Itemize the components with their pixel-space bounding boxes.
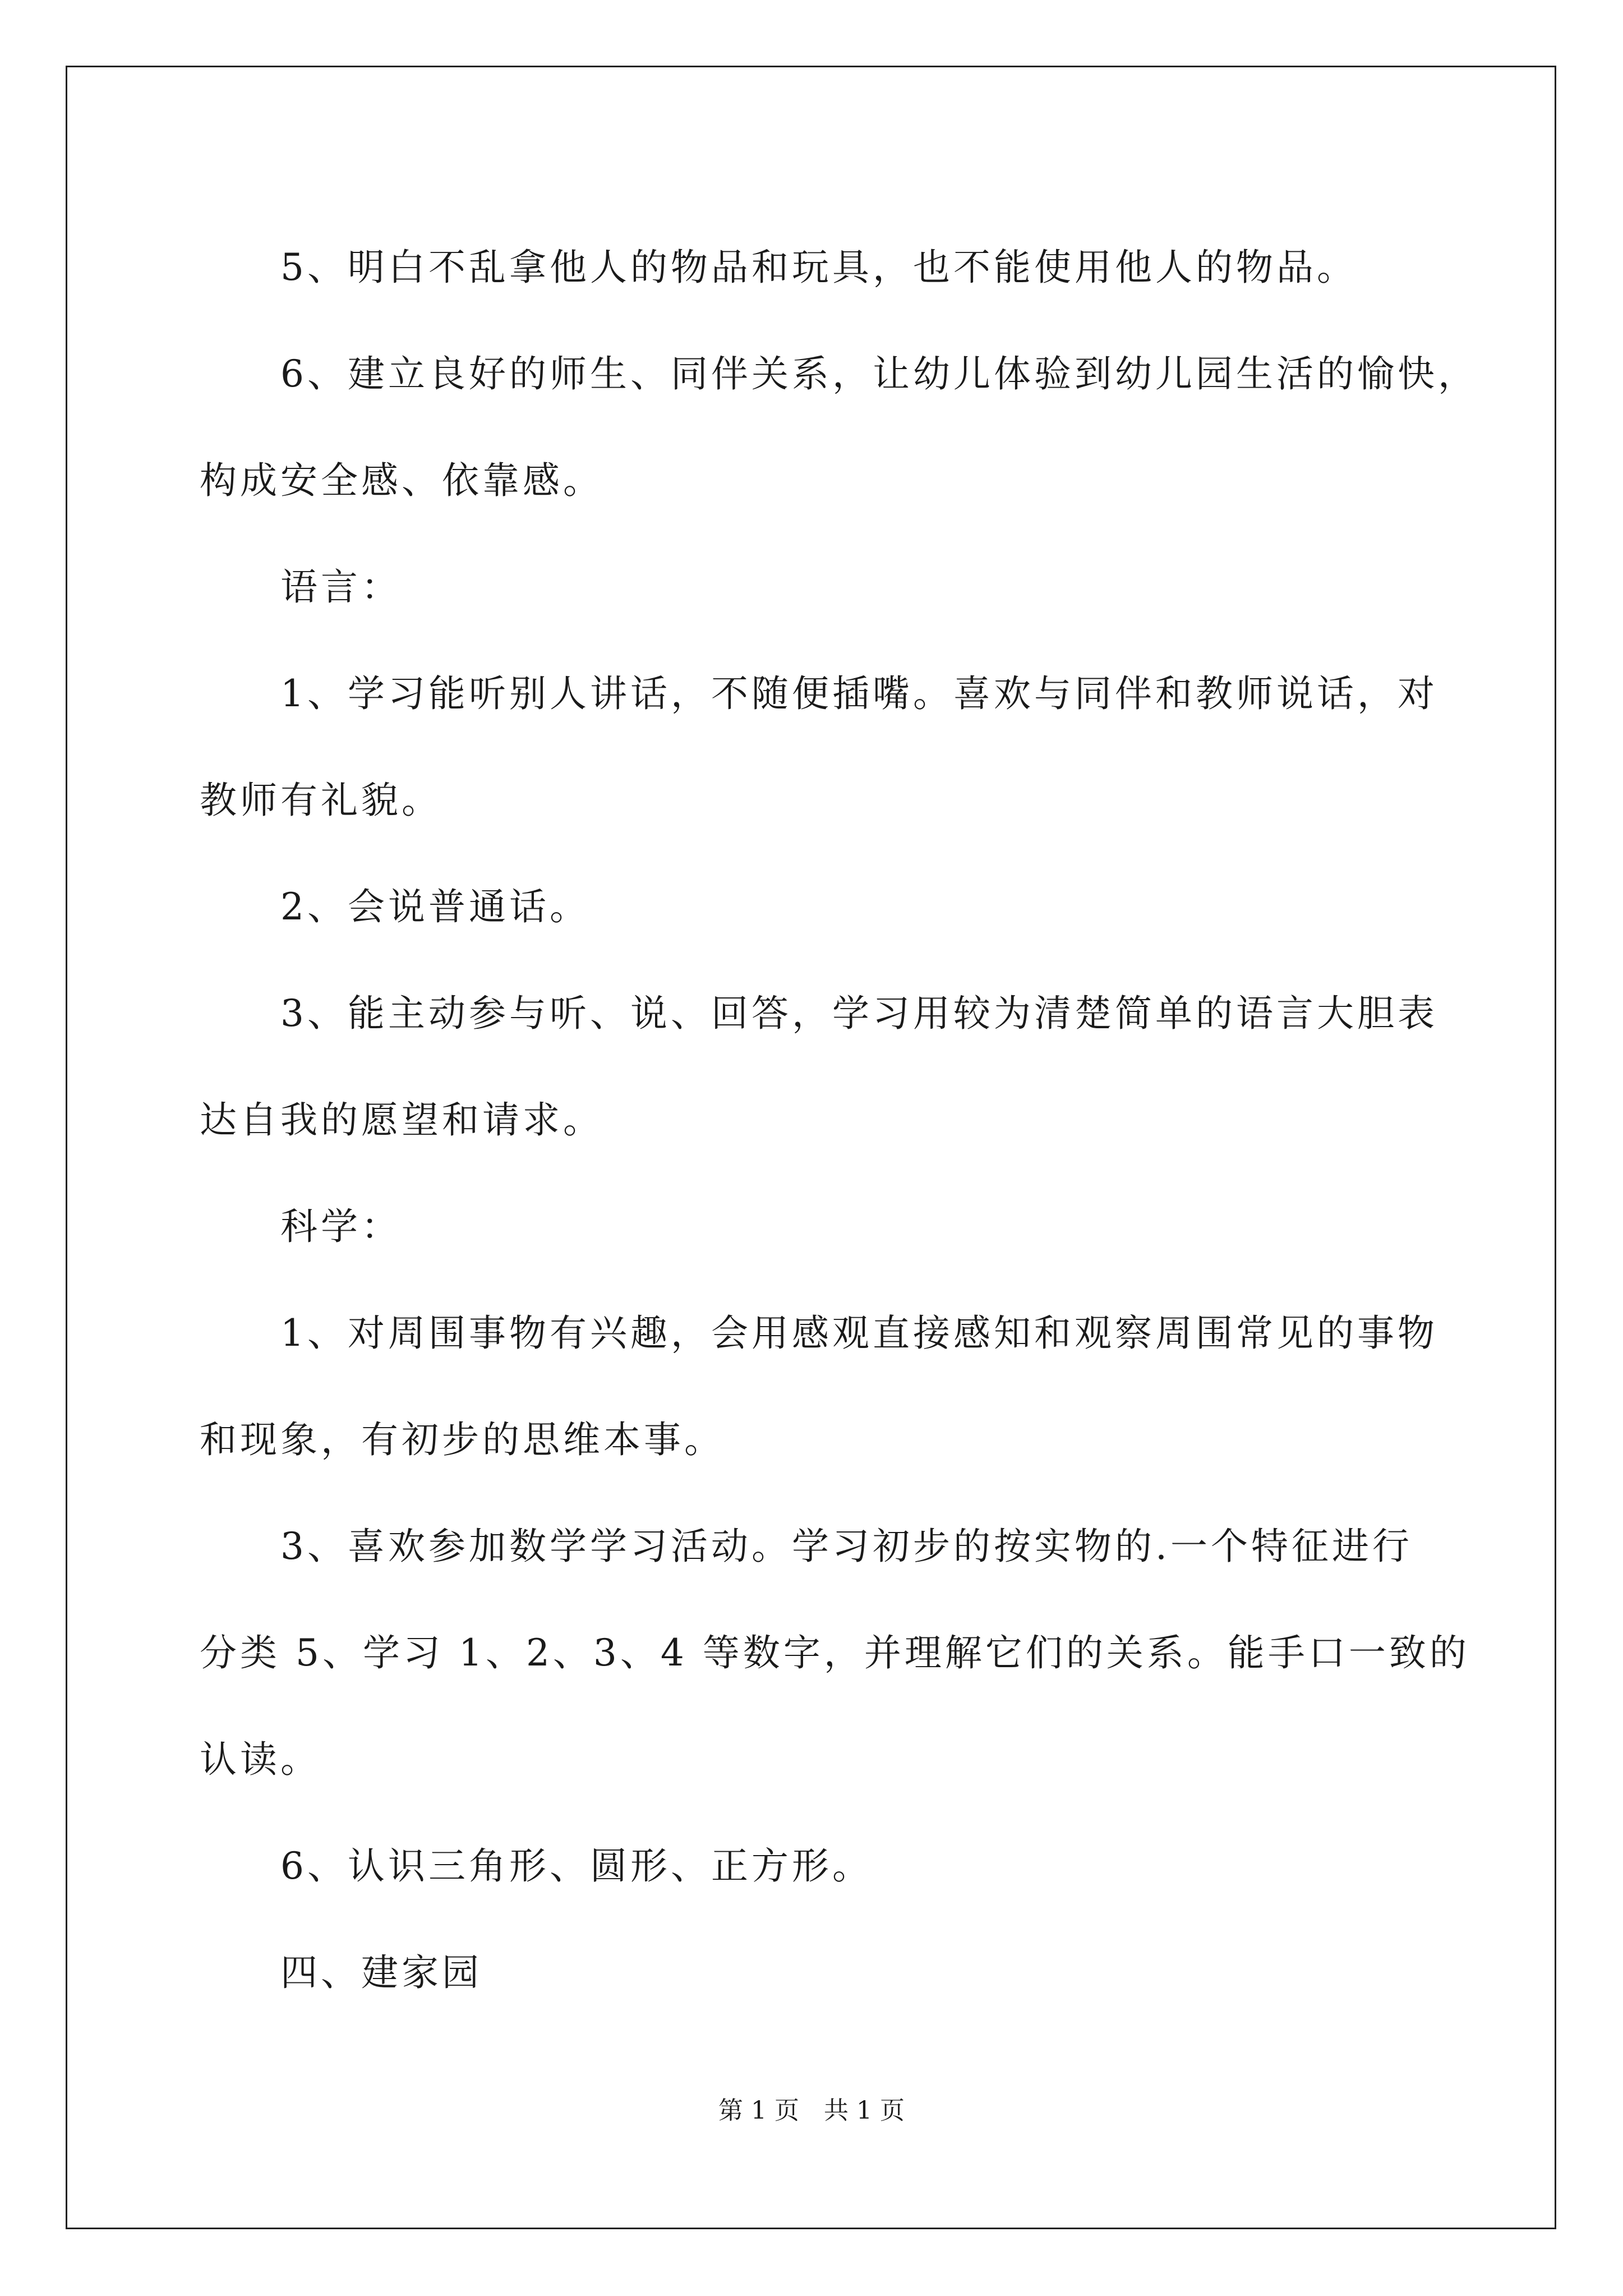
paragraph-line: 5、明白不乱拿他人的物品和玩具，也不能使用他人的物品。 — [280, 246, 1357, 289]
paragraph-line: 分类 5、学习 1、2、3、4 等数字，并理解它们的关系。能手口一致的 — [200, 1631, 1470, 1674]
document-body — [200, 214, 1478, 2026]
paragraph-line: 3、喜欢参加数学学习活动。学习初步的按实物的.一个特征进行 — [280, 1525, 1413, 1568]
paragraph-line: 1、对周围事物有兴趣，会用感观直接感知和观察周围常见的事物 — [280, 1312, 1438, 1355]
section-heading-language: 语言： — [280, 565, 402, 609]
page-total: 共 1 页 — [824, 2096, 905, 2125]
section-heading-science: 科学： — [280, 1205, 402, 1248]
paragraph-line: 6、认识三角形、圆形、正方形。 — [280, 1844, 873, 1888]
paragraph-line: 构成安全感、依靠感。 — [200, 459, 603, 502]
paragraph-line: 和现象，有初步的思维本事。 — [200, 1418, 725, 1461]
paragraph-line: 教师有礼貌。 — [200, 779, 442, 822]
paragraph-line: 达自我的愿望和请求。 — [200, 1098, 603, 1142]
page-footer — [0, 2094, 1623, 2128]
paragraph-line: 1、学习能听别人讲话，不随便插嘴。喜欢与同伴和教师说话，对 — [280, 672, 1438, 715]
page-number: 第 1 页 — [718, 2096, 799, 2125]
paragraph-line: 2、会说普通话。 — [280, 885, 590, 928]
section-heading-home: 四、建家园 — [280, 1951, 482, 1994]
paragraph-line: 6、建立良好的师生、同伴关系，让幼儿体验到幼儿园生活的愉快， — [280, 352, 1478, 395]
paragraph-line: 认读。 — [200, 1738, 321, 1781]
paragraph-line: 3、能主动参与听、说、回答，学习用较为清楚简单的语言大胆表 — [280, 992, 1438, 1035]
